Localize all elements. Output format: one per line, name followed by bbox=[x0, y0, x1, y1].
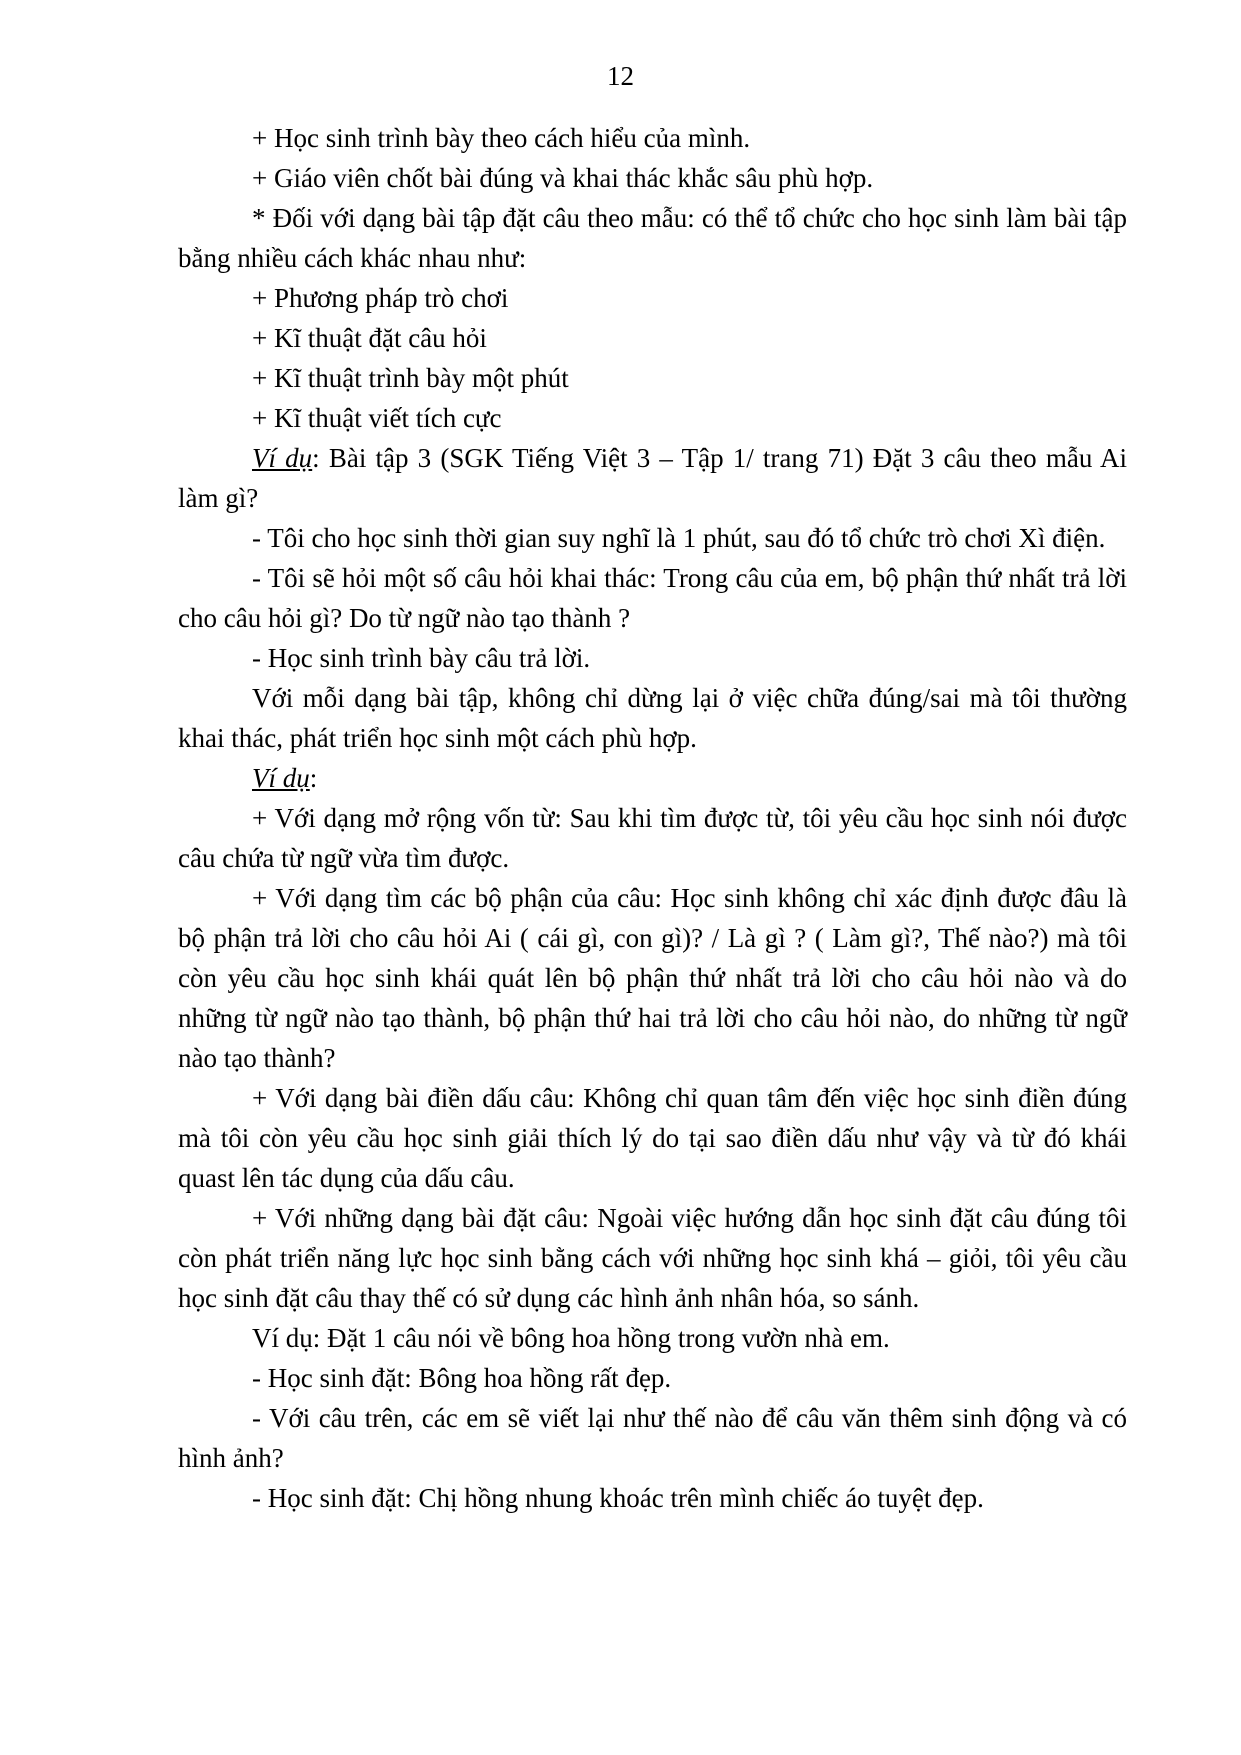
paragraph: - Học sinh đặt: Bông hoa hồng rất đẹp. bbox=[252, 1363, 672, 1393]
paragraph: + Với những dạng bài đặt câu: Ngoài việc hướng dẫn học sinh đặt câu đúng tôi còn phát triển năng lực học sinh bằng cách với những học sinh khá – giỏi, tôi yêu cầu học sinh đặt câu thay thế có sử dụng các hình ảnh nhân hóa, so sánh. bbox=[178, 1203, 1127, 1313]
example-text: : Bài tập 3 (SGK Tiếng Việt 3 – Tập 1/ trang 71) Đặt 3 câu theo mẫu Ai làm gì? bbox=[178, 443, 1127, 513]
paragraph: Ví dụ: Đặt 1 câu nói về bông hoa hồng trong vườn nhà em. bbox=[252, 1323, 890, 1353]
paragraph: + Với dạng tìm các bộ phận của câu: Học sinh không chỉ xác định được đâu là bộ phận trả lời cho câu hỏi Ai ( cái gì, con gì)? / Là gì ? ( Làm gì?, Thế nào?) mà tôi còn yêu cầu học sinh khái quát lên bộ phận thứ nhất trả lời cho câu hỏi nào và do những từ ngữ nào tạo thành, bộ phận thứ hai trả lời cho câu hỏi nào, do những từ ngữ nào tạo thành? bbox=[178, 883, 1127, 1073]
example-label: Ví dụ bbox=[252, 443, 313, 473]
example-label: Ví dụ bbox=[252, 763, 310, 793]
paragraph: + Phương pháp trò chơi bbox=[252, 283, 509, 313]
paragraph: * Đối với dạng bài tập đặt câu theo mẫu: có thể tổ chức cho học sinh làm bài tập bằng nhiều cách khác nhau như: bbox=[178, 203, 1127, 273]
paragraph: + Kĩ thuật đặt câu hỏi bbox=[252, 323, 487, 353]
example-text: : bbox=[309, 763, 318, 793]
paragraph: - Với câu trên, các em sẽ viết lại như thế nào để câu văn thêm sinh động và có hình ảnh? bbox=[178, 1403, 1127, 1473]
document-body bbox=[178, 118, 1127, 1518]
paragraph: - Học sinh trình bày câu trả lời. bbox=[252, 643, 591, 673]
paragraph: - Tôi cho học sinh thời gian suy nghĩ là 1 phút, sau đó tổ chức trò chơi Xì điện. bbox=[252, 523, 1106, 553]
page-number: 12 bbox=[607, 61, 634, 91]
paragraph: + Kĩ thuật trình bày một phút bbox=[252, 363, 569, 393]
paragraph: - Học sinh đặt: Chị hồng nhung khoác trên mình chiếc áo tuyệt đẹp. bbox=[252, 1483, 984, 1513]
paragraph: + Giáo viên chốt bài đúng và khai thác khắc sâu phù hợp. bbox=[252, 163, 874, 193]
example-paragraph bbox=[178, 758, 1127, 798]
paragraph: + Học sinh trình bày theo cách hiểu của mình. bbox=[252, 123, 751, 153]
paragraph: - Tôi sẽ hỏi một số câu hỏi khai thác: Trong câu của em, bộ phận thứ nhất trả lời cho câu hỏi gì? Do từ ngữ nào tạo thành ? bbox=[178, 563, 1127, 633]
paragraph: + Với dạng bài điền dấu câu: Không chỉ quan tâm đến việc học sinh điền đúng mà tôi còn yêu cầu học sinh giải thích lý do tại sao điền dấu như vậy và từ đó khái quast lên tác dụng của dấu câu. bbox=[178, 1083, 1127, 1193]
example-paragraph bbox=[178, 438, 1127, 518]
paragraph: + Với dạng mở rộng vốn từ: Sau khi tìm được từ, tôi yêu cầu học sinh nói được câu chứa từ ngữ vừa tìm được. bbox=[178, 803, 1127, 873]
paragraph: + Kĩ thuật viết tích cực bbox=[252, 403, 502, 433]
paragraph: Với mỗi dạng bài tập, không chỉ dừng lại ở việc chữa đúng/sai mà tôi thường khai thác, phát triển học sinh một cách phù hợp. bbox=[178, 683, 1127, 753]
